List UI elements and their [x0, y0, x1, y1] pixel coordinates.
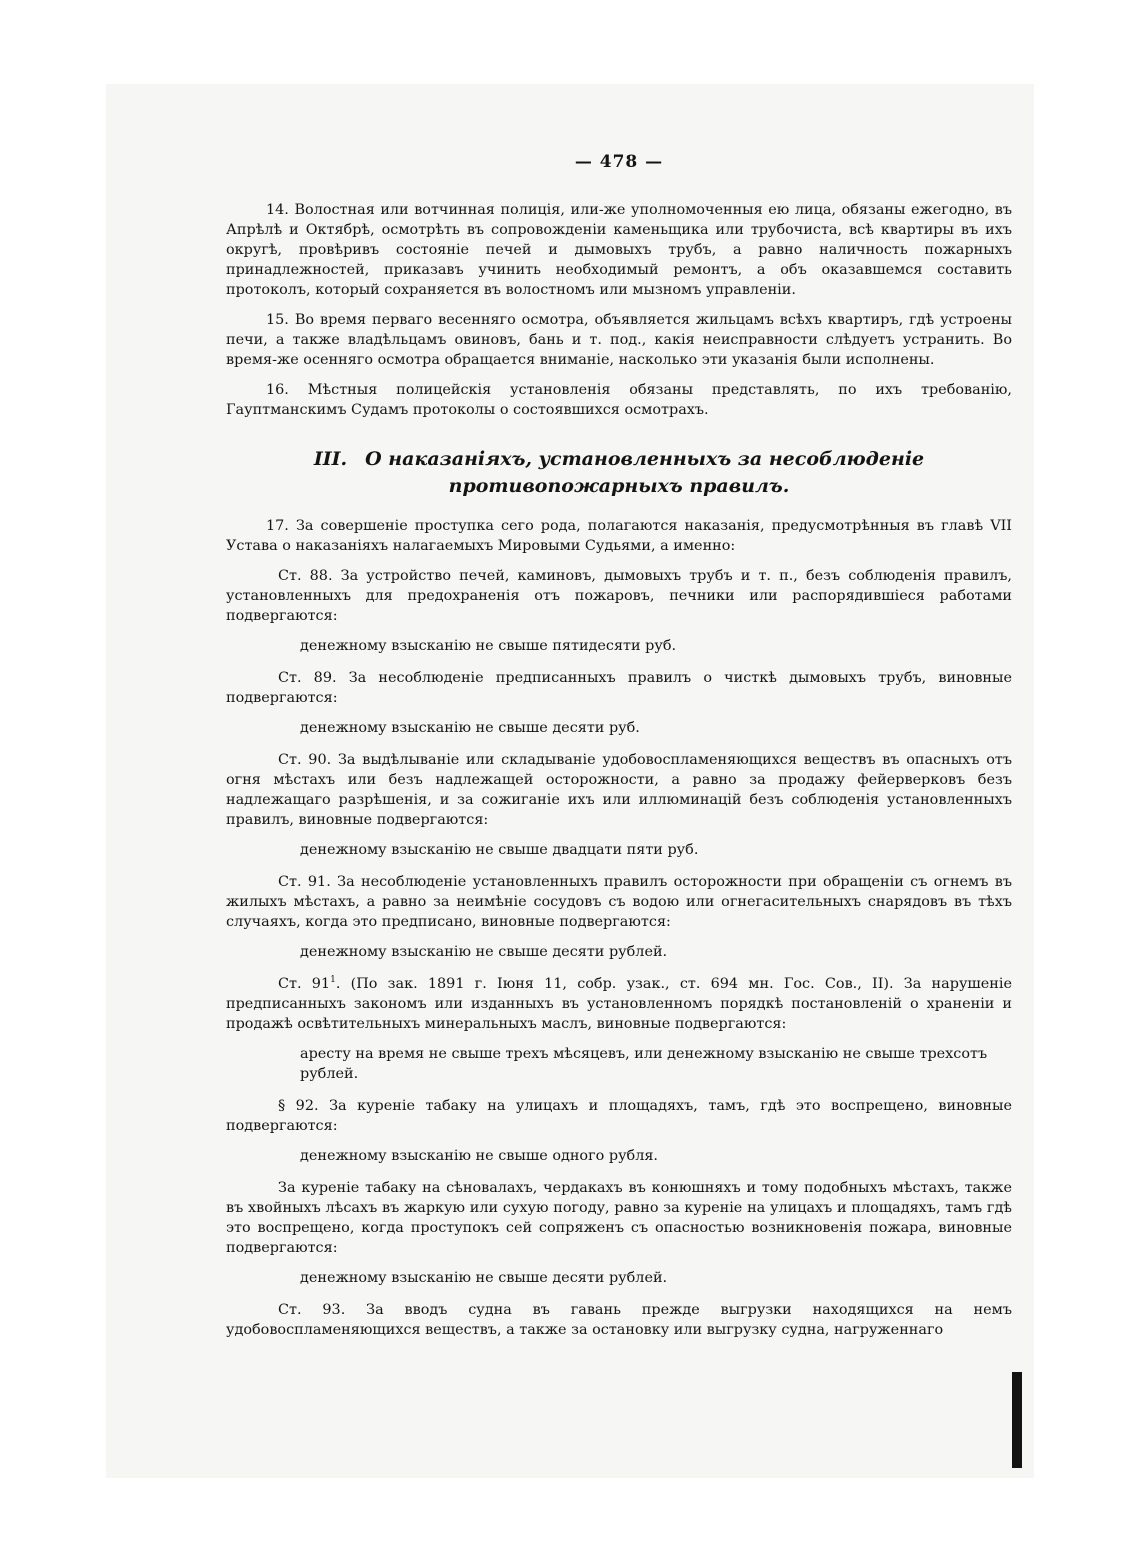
article-91-1: [226, 974, 1012, 1034]
article-89: [226, 668, 1012, 708]
article-text: За куреніе табаку на улицахъ и площадяхъ, тамъ, гдѣ это воспрещено, виновные подвергаются:: [226, 1098, 1012, 1134]
article-88: [226, 566, 1012, 626]
section-number: III.: [313, 448, 348, 470]
article-label: § 92.: [278, 1098, 319, 1114]
paragraph-number: 15.: [266, 312, 289, 328]
paragraph-17: [226, 516, 1012, 556]
paragraph-text: Волостная или вотчинная полиція, или-же уполномоченныя ею лица, обязаны ежегодно, въ Апрѣлѣ и Октябрѣ, осмотрѣть въ сопровожденіи каменьщика или трубочиста, всѣ квартиры въ ихъ округѣ, провѣривъ состояніе печей и дымовыхъ трубъ, а равно наличность пожарныхъ принадлежностей, приказавъ учинить необходимый ремонтъ, а объ оказавшемся составить протоколъ, который сохраняется въ волостномъ или мызномъ управленіи.: [226, 202, 1012, 298]
article-92: [226, 1096, 1012, 1136]
penalty-91-1: аресту на время не свыше трехъ мѣсяцевъ, или денежному взысканію не свыше трехсотъ рублей.: [300, 1046, 988, 1082]
paragraph-text: За совершеніе проступка сего рода, полагаются наказанія, предусмотрѣнныя въ главѣ VII Устава о наказаніяхъ налагаемыхъ Мировыми Судьями, а именно:: [226, 518, 1012, 554]
article-label: Ст. 91: [278, 976, 331, 992]
section-heading: [226, 446, 1012, 500]
article-label: Ст. 93.: [278, 1302, 346, 1318]
penalty-89: денежному взысканію не свыше десяти руб.: [300, 720, 640, 736]
article-93: [226, 1300, 1012, 1340]
paragraph-14: [226, 200, 1012, 300]
article-label: Ст. 89.: [278, 670, 337, 686]
paragraph-text: Во время перваго весенняго осмотра, объявляется жильцамъ всѣхъ квартиръ, гдѣ устроены печи, а также владѣльцамъ овиновъ, бань и т. под., какія неисправности слѣдуетъ устранить. Во время-же осенняго осмотра обращается вниманіе, насколько эти указанія были исполнены.: [226, 312, 1013, 368]
article-label: Ст. 91.: [278, 874, 331, 890]
article-text: За несоблюденіе установленныхъ правилъ осторожности при обращеніи съ огнемъ въ жилыхъ мѣстахъ, а равно за неимѣніе сосудовъ съ водою или огнегасительныхъ снарядовъ въ тѣхъ случаяхъ, когда это предписано, виновные подвергаются:: [226, 874, 1012, 930]
article-91: [226, 872, 1012, 932]
page-number: — 478 —: [574, 152, 664, 172]
article-label-superscript: 1: [330, 975, 336, 986]
article-text: За вводъ судна въ гавань прежде выгрузки находящихся на немъ удобовоспламеняющихся веществъ, а также за остановку или выгрузку судна, нагруженнаго: [226, 1302, 1013, 1338]
article-label: Ст. 88.: [278, 568, 333, 584]
article-text: За устройство печей, каминовъ, дымовыхъ трубъ и т. п., безъ соблюденія правилъ, установленныхъ для предохраненія отъ пожаровъ, печники или распорядившіеся работами подвергаются:: [226, 568, 1012, 624]
article-92-continued: За куреніе табаку на сѣновалахъ, чердакахъ въ конюшняхъ и тому подобныхъ мѣстахъ, также въ хвойныхъ лѣсахъ въ жаркую или сухую погоду, равно за куреніе на улицахъ и площадяхъ, тамъ гдѣ это воспрещено, когда проступокъ сей сопряженъ съ опасностью возникновенія пожара, виновные подвергаются:: [226, 1180, 1012, 1256]
paragraph-number: 17.: [266, 518, 289, 534]
penalty-92-continued: денежному взысканію не свыше десяти рублей.: [300, 1270, 668, 1286]
article-90: [226, 750, 1012, 830]
scan-edge-mark: [1012, 1372, 1022, 1468]
penalty-91: денежному взысканію не свыше десяти рублей.: [300, 944, 668, 960]
section-title: О наказаніяхъ, установленныхъ за несоблюденіе противопожарныхъ правилъ.: [365, 448, 925, 497]
document-page: [226, 152, 1012, 1350]
paragraph-text: Мѣстныя полицейскія установленія обязаны представлять, по ихъ требованію, Гауптманскимъ Судамъ протоколы о состоявшихся осмотрахъ.: [226, 382, 1013, 418]
penalty-88: денежному взысканію не свыше пятидесяти руб.: [300, 638, 677, 654]
article-text: (По зак. 1891 г. Іюня 11, собр. узак., ст. 694 мн. Гос. Сов., II). За нарушеніе предписанныхъ закономъ или изданныхъ въ установленномъ порядкѣ постановленій о храненіи и продажѣ освѣтительныхъ минеральныхъ маслъ, виновные подвергаются:: [226, 976, 1013, 1032]
paragraph-number: 14.: [266, 202, 289, 218]
article-text: За несоблюденіе предписанныхъ правилъ о чисткѣ дымовыхъ трубъ, виновные подвергаются:: [226, 670, 1012, 706]
article-label-period: .: [335, 976, 341, 992]
penalty-90: денежному взысканію не свыше двадцати пяти руб.: [300, 842, 699, 858]
paragraph-number: 16.: [266, 382, 289, 398]
paragraph-16: [226, 380, 1012, 420]
article-text: За выдѣлываніе или складываніе удобовоспламеняющихся веществъ въ опасныхъ отъ огня мѣстахъ или безъ надлежащей осторожности, а равно за продажу фейерверковъ безъ надлежащаго разрѣшенія, и за сожиганіе ихъ или иллюминацій безъ соблюденія установленныхъ правилъ, виновные подвергаются:: [226, 752, 1012, 828]
article-label: Ст. 90.: [278, 752, 332, 768]
paragraph-15: [226, 310, 1012, 370]
penalty-92: денежному взысканію не свыше одного рубля.: [300, 1148, 659, 1164]
